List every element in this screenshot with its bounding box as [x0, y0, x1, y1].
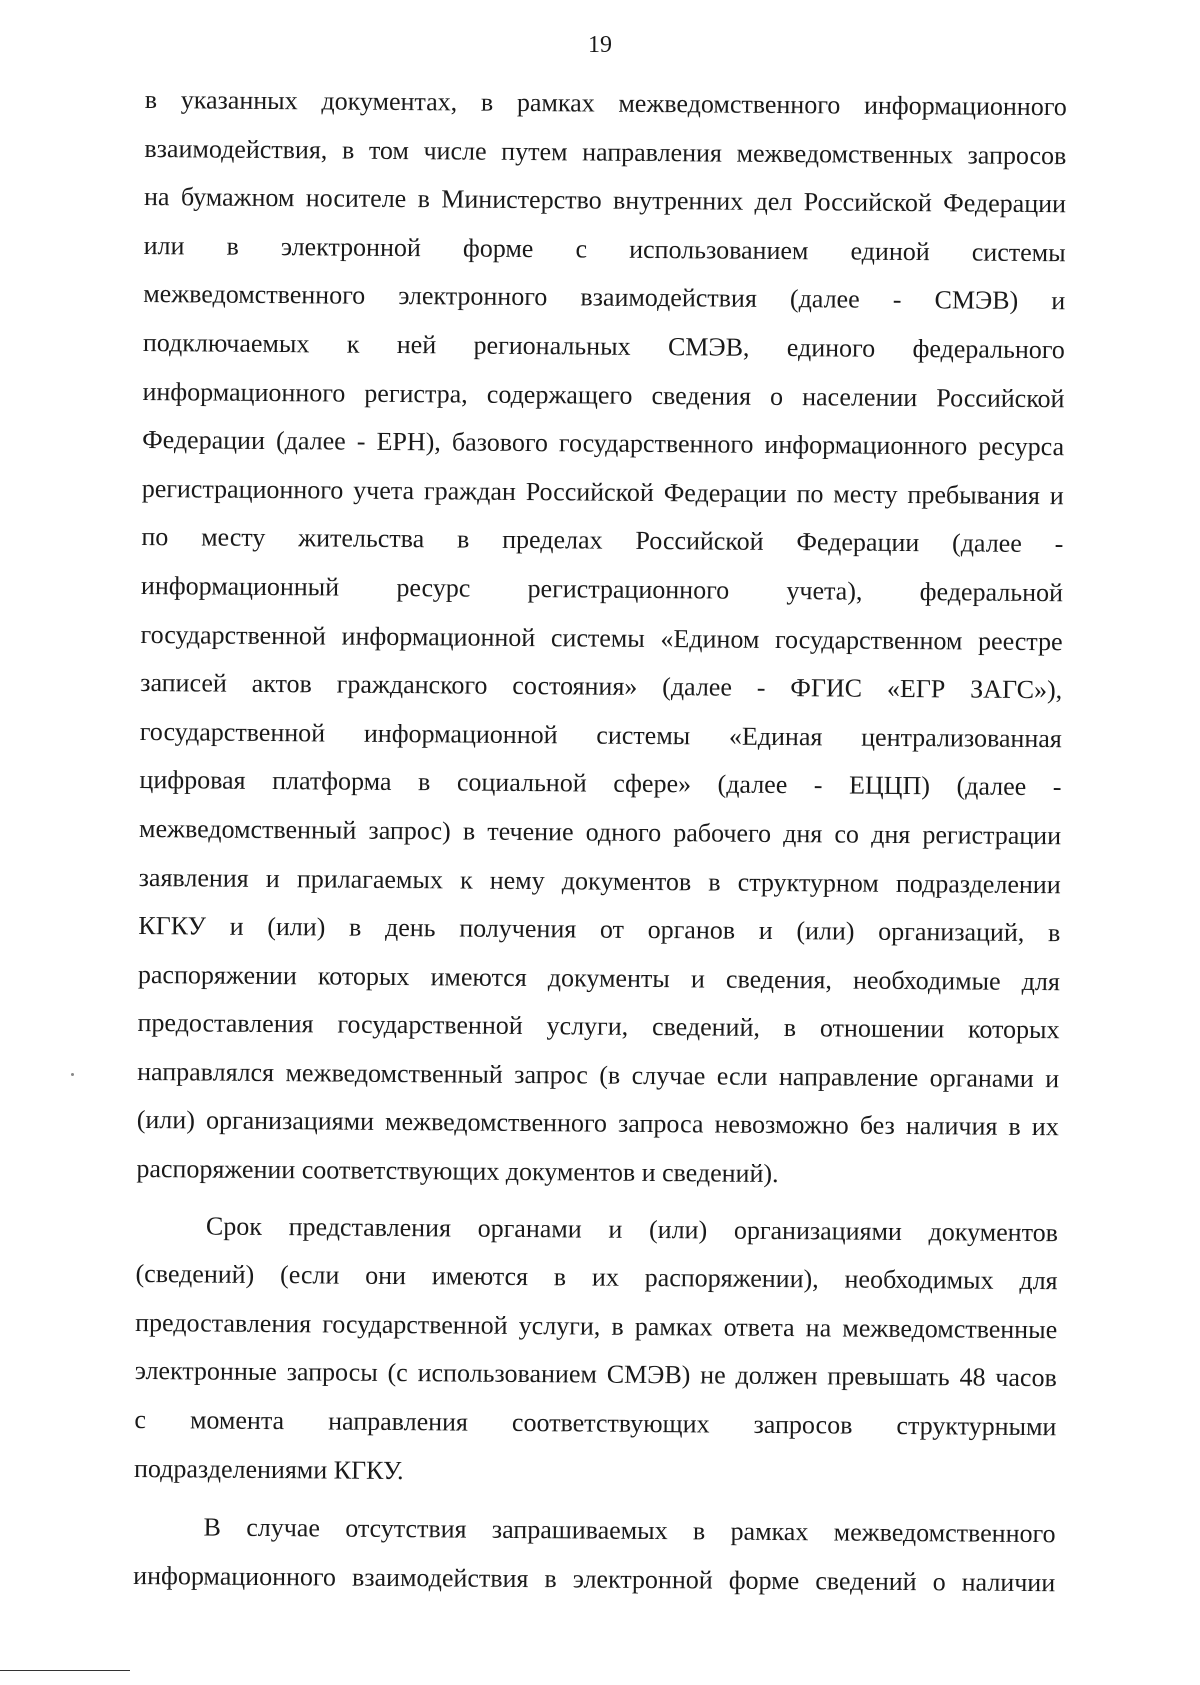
- text-line: по месту жительства в пределах Российской Федерации (далее -: [141, 522, 1064, 559]
- paragraph-2: [134, 1202, 1058, 1501]
- text-line: информационного взаимодействия в электронной форме сведений о наличии: [133, 1560, 1056, 1598]
- footnote-rule: [0, 1670, 130, 1671]
- text-line: распоряжении которых имеются документы и сведения, необходимые для: [137, 959, 1061, 996]
- paragraph-3: [133, 1503, 1056, 1607]
- text-line: Срок представления органами и (или) организациями документов: [205, 1211, 1059, 1247]
- text-line: электронные запросы (с использованием СМЭВ) не должен превышать 48 часов: [134, 1356, 1057, 1393]
- text-line: (сведений) (если они имеются в их распоряжении), необходимых для: [135, 1259, 1058, 1296]
- text-line: информационный ресурс регистрационного учета), федеральной: [140, 570, 1064, 608]
- document-body: [133, 76, 1067, 1608]
- text-line: государственной информационной системы «Единая централизованная: [139, 716, 1062, 753]
- text-line: государственной информационной системы «Едином государственном реестре: [140, 619, 1063, 656]
- text-line: распоряжении соответствующих документов и сведений).: [136, 1154, 779, 1189]
- text-line: или в электронной форме с использованием единой системы: [143, 230, 1066, 268]
- text-line: предоставления государственной услуги, сведений, в отношении которых: [137, 1008, 1060, 1045]
- text-line: межведомственного электронного взаимодействия (далее - СМЭВ) и: [143, 279, 1066, 316]
- text-line: подключаемых к ней региональных СМЭВ, единого федерального: [142, 327, 1065, 365]
- text-line: информационного регистра, содержащего сведения о населении Российской: [142, 376, 1065, 413]
- text-line: КГКУ и (или) в день получения от органов и (или) организаций, в: [138, 911, 1061, 948]
- text-line: с момента направления соответствующих запросов структурными: [134, 1404, 1057, 1442]
- text-line: направлялся межведомственный запрос (в случае если направление органами и: [137, 1056, 1060, 1094]
- text-line: в указанных документах, в рамках межведомственного информационного: [144, 84, 1067, 122]
- text-line: цифровая платформа в социальной сфере» (далее - ЕЦЦП) (далее -: [139, 765, 1062, 802]
- text-line: на бумажном носителе в Министерство внутренних дел Российской Федерации: [143, 182, 1067, 219]
- text-line: межведомственный запрос) в течение одного рабочего дня со дня регистрации: [138, 813, 1062, 851]
- text-line: взаимодействия, в том числе путем направления межведомственных запросов: [144, 133, 1067, 170]
- scan-speck: [71, 1073, 74, 1076]
- text-line: (или) организациями межведомственного запроса невозможно без наличия в их: [136, 1105, 1059, 1142]
- text-line: В случае отсутствия запрашиваемых в рамках межведомственного: [203, 1512, 1056, 1549]
- text-line: подразделениями КГКУ.: [133, 1453, 404, 1485]
- paragraph-1: [136, 76, 1067, 1201]
- text-line: заявления и прилагаемых к нему документов в структурном подразделении: [138, 862, 1061, 899]
- text-line: предоставления государственной услуги, в рамках ответа на межведомственные: [135, 1307, 1058, 1345]
- text-line: записей актов гражданского состояния» (далее - ФГИС «ЕГР ЗАГС»),: [140, 668, 1063, 705]
- page-number: 19: [588, 32, 612, 58]
- text-line: Федерации (далее - ЕРН), базового государственного информационного ресурса: [142, 425, 1065, 462]
- text-line: регистрационного учета граждан Российской Федерации по месту пребывания и: [141, 473, 1064, 510]
